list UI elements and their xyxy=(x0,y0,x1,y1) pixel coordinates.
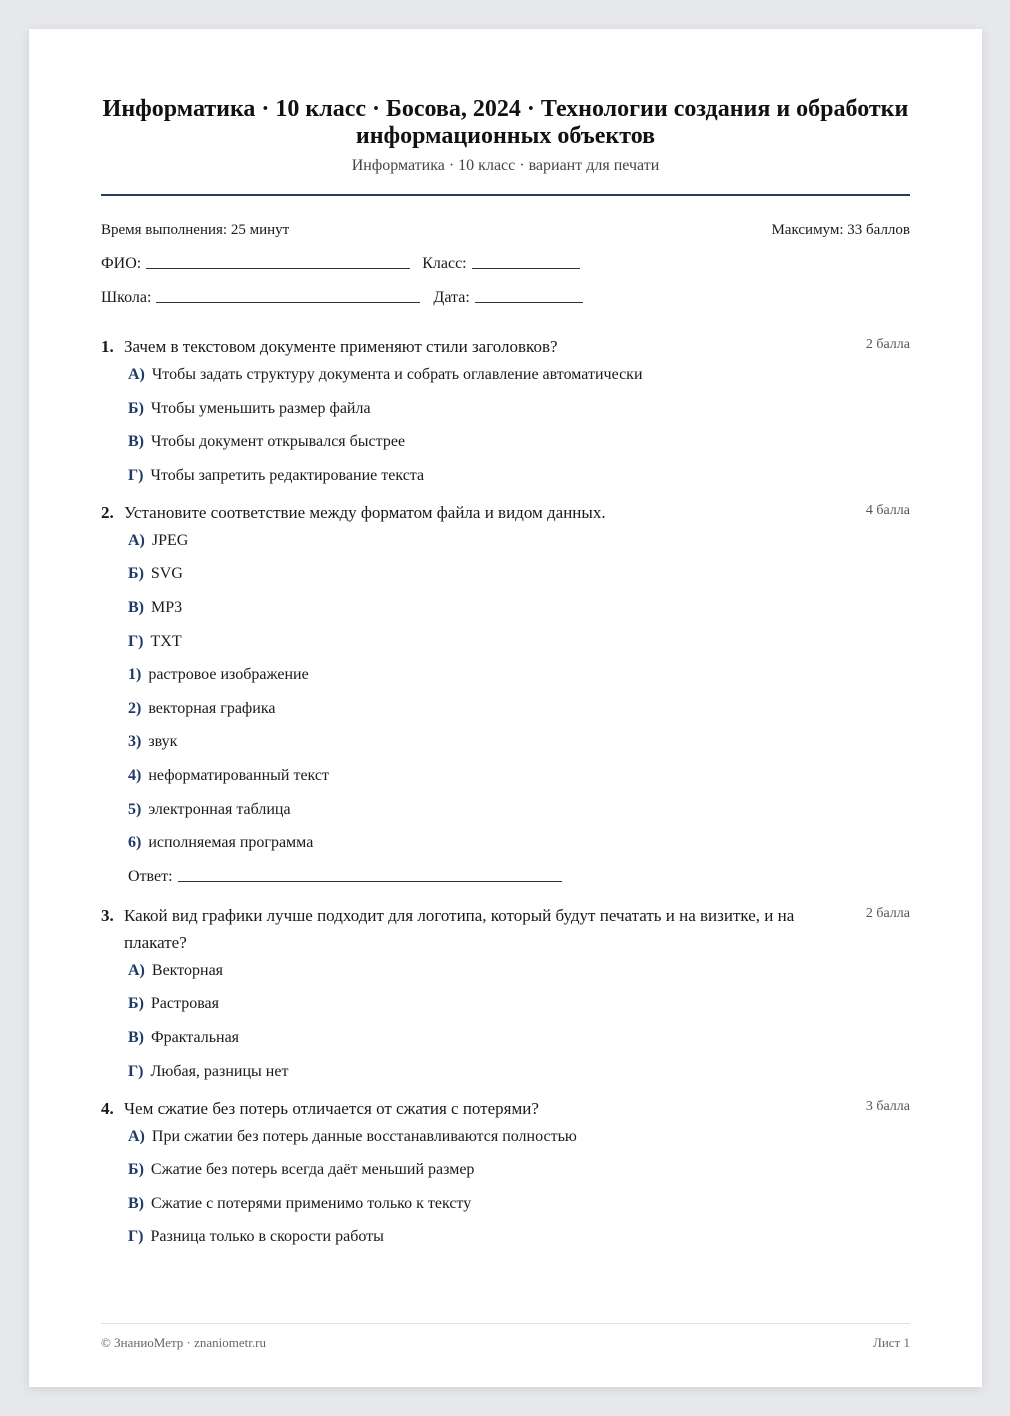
option-item xyxy=(128,799,910,821)
option-text: Любая, разницы нет xyxy=(150,1062,289,1080)
question-number: 4. xyxy=(101,1098,114,1118)
option-key: Б) xyxy=(128,1161,144,1179)
option-key: 6) xyxy=(128,834,142,852)
option-item[interactable] xyxy=(128,960,910,982)
footer-sheet-number: Лист 1 xyxy=(873,1335,910,1350)
question-number: 3. xyxy=(101,905,114,925)
option-item xyxy=(128,832,910,854)
question-points: 2 балла xyxy=(865,905,910,921)
question-1 xyxy=(101,333,910,487)
option-item xyxy=(128,563,910,585)
option-list xyxy=(128,1126,910,1249)
answer-line[interactable] xyxy=(178,880,562,882)
date-field[interactable] xyxy=(433,289,582,307)
fio-label: ФИО: xyxy=(101,255,142,272)
questions-list xyxy=(101,333,910,1248)
option-key: 3) xyxy=(128,733,142,751)
option-text: Фрактальная xyxy=(151,1028,240,1046)
option-item[interactable] xyxy=(128,364,910,386)
question-3 xyxy=(101,902,910,1083)
option-key: Б) xyxy=(128,995,144,1013)
question-points: 2 балла xyxy=(865,337,910,352)
option-key: А) xyxy=(128,1127,145,1145)
option-item xyxy=(128,530,910,552)
question-text: Установите соответствие между форматом файла и видом данных. xyxy=(124,502,606,522)
meta-info xyxy=(101,219,910,241)
option-text: При сжатии без потерь данные восстанавливаются полностью xyxy=(151,1127,577,1145)
option-list xyxy=(128,530,910,854)
school-field[interactable] xyxy=(101,289,420,307)
option-text: электронная таблица xyxy=(148,800,291,818)
school-label: Школа: xyxy=(101,289,152,306)
option-key: 2) xyxy=(128,699,142,717)
option-text: Чтобы документ открывался быстрее xyxy=(151,433,406,451)
option-key: Б) xyxy=(128,399,144,417)
option-text: SVG xyxy=(150,565,183,583)
question-text: Чем сжатие без потерь отличается от сжатия с потерями? xyxy=(124,1098,539,1118)
question-points: 3 балла xyxy=(865,1098,910,1114)
option-text: неформатированный текст xyxy=(148,766,330,784)
option-item xyxy=(128,698,910,720)
date-label: Дата: xyxy=(433,289,470,306)
question-4 xyxy=(101,1095,910,1249)
fio-line[interactable] xyxy=(146,267,410,269)
option-key: В) xyxy=(128,1028,144,1046)
option-key: А) xyxy=(128,366,145,383)
option-key: 5) xyxy=(128,800,142,818)
page-subtitle: Информатика · 10 класс · вариант для печати xyxy=(351,157,660,174)
option-item[interactable] xyxy=(128,1126,910,1148)
class-field[interactable] xyxy=(422,255,579,273)
option-list xyxy=(128,960,910,1083)
option-text: растровое изображение xyxy=(148,666,309,684)
class-line[interactable] xyxy=(472,267,580,269)
option-text: Чтобы уменьшить размер файла xyxy=(150,399,371,417)
option-list xyxy=(128,364,910,487)
option-key: 1) xyxy=(128,666,142,684)
question-text: Зачем в текстовом документе применяют стили заголовков? xyxy=(124,337,558,356)
option-key: В) xyxy=(128,1194,144,1212)
time-limit: Время выполнения: 25 минут xyxy=(101,222,290,238)
worksheet-header xyxy=(101,29,910,196)
option-key: В) xyxy=(128,433,144,451)
fio-field[interactable] xyxy=(101,255,410,273)
option-text: Сжатие без потерь всегда даёт меньший размер xyxy=(150,1161,475,1179)
option-item[interactable] xyxy=(128,1226,910,1248)
footer-copyright: © ЗнаниоМетр · znaniometr.ru xyxy=(101,1335,266,1350)
option-text: Сжатие с потерями применимо только к тексту xyxy=(151,1194,472,1212)
school-line[interactable] xyxy=(156,301,420,303)
option-item[interactable] xyxy=(128,1193,910,1215)
option-item[interactable] xyxy=(128,993,910,1015)
option-item xyxy=(128,731,910,753)
option-item xyxy=(128,664,910,686)
option-item xyxy=(128,631,910,653)
option-text: Разница только в скорости работы xyxy=(150,1228,384,1246)
question-2 xyxy=(101,499,910,886)
option-item[interactable] xyxy=(128,398,910,420)
answer-field[interactable] xyxy=(128,864,910,886)
option-text: JPEG xyxy=(151,531,189,549)
option-text: MP3 xyxy=(151,598,183,616)
option-item[interactable] xyxy=(128,465,910,487)
page-footer xyxy=(101,1323,910,1351)
option-item xyxy=(128,597,910,619)
option-item[interactable] xyxy=(128,1061,910,1083)
option-text: исполняемая программа xyxy=(148,834,314,852)
question-number: 2. xyxy=(101,502,114,522)
option-item[interactable] xyxy=(128,1159,910,1181)
option-key: В) xyxy=(128,598,144,616)
option-item[interactable] xyxy=(128,1027,910,1049)
max-score: Максимум: 33 баллов xyxy=(771,222,910,238)
option-item xyxy=(128,765,910,787)
option-text: Чтобы запретить редактирование текста xyxy=(150,466,425,484)
question-number: 1. xyxy=(101,337,114,356)
option-text: Векторная xyxy=(151,961,224,979)
header-divider xyxy=(101,194,910,196)
option-key: Г) xyxy=(128,632,144,650)
option-text: звук xyxy=(148,733,178,751)
option-text: Растровая xyxy=(150,995,219,1013)
class-label: Класс: xyxy=(422,255,467,272)
option-key: Б) xyxy=(128,565,144,583)
option-key: А) xyxy=(128,531,145,549)
option-item[interactable] xyxy=(128,431,910,453)
option-text: векторная графика xyxy=(148,699,276,717)
option-text: TXT xyxy=(150,632,182,650)
option-key: 4) xyxy=(128,766,142,784)
option-key: Г) xyxy=(128,466,144,484)
question-points: 4 балла xyxy=(865,502,910,518)
worksheet-page xyxy=(29,29,982,1387)
option-key: Г) xyxy=(128,1228,144,1246)
student-fields xyxy=(101,251,910,307)
page-title: Информатика · 10 класс · Босова, 2024 · Технологии создания и обработки информационных объектов xyxy=(102,96,909,149)
answer-label: Ответ: xyxy=(128,867,173,885)
option-key: А) xyxy=(128,961,145,979)
option-key: Г) xyxy=(128,1062,144,1080)
option-text: Чтобы задать структуру документа и собрать оглавление автоматически xyxy=(151,366,643,383)
question-text: Какой вид графики лучше подходит для логотипа, который будут печатать и на визитке, и на плакате? xyxy=(124,905,795,952)
date-line[interactable] xyxy=(475,301,583,303)
